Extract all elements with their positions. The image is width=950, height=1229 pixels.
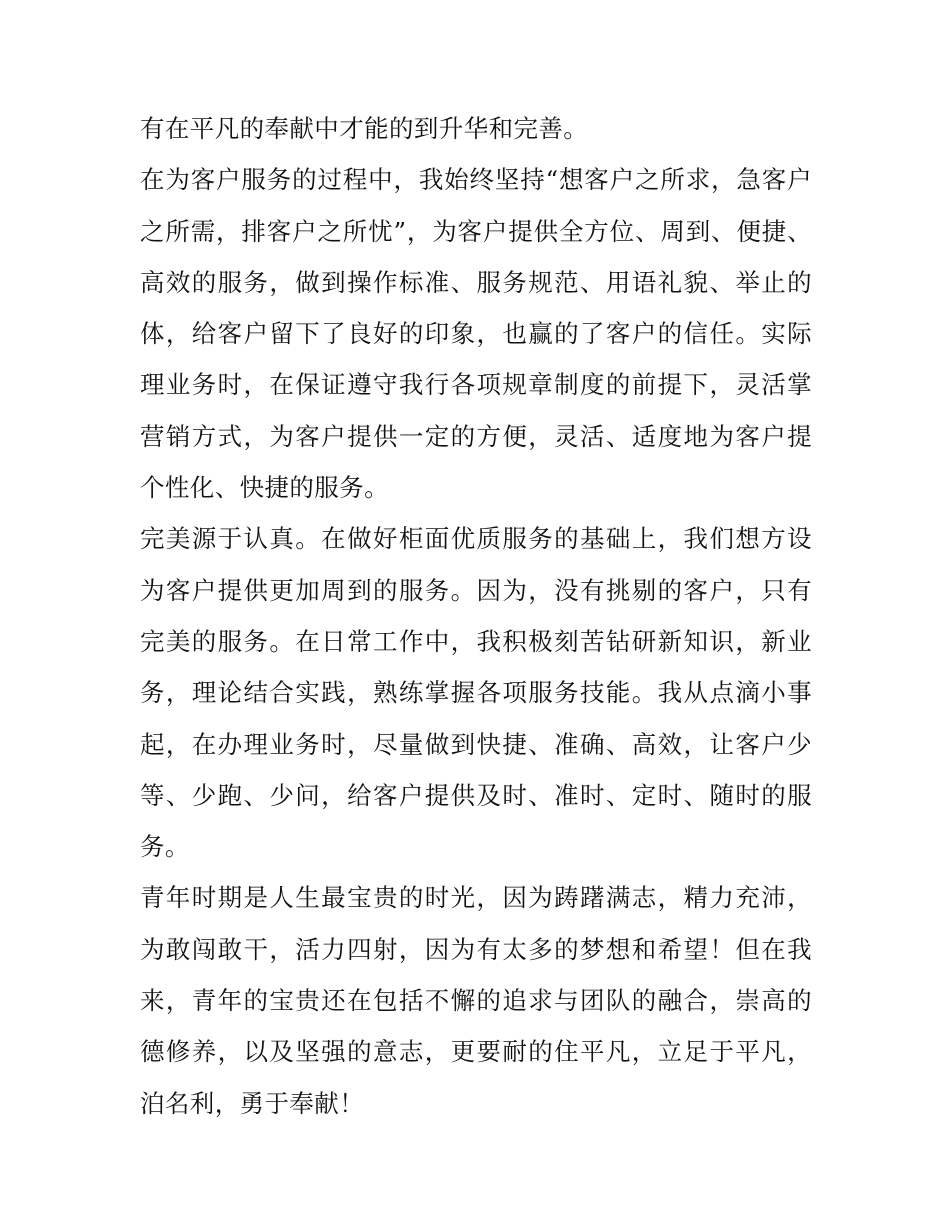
text-line: 完美源于认真。在做好柜面优质服务的基础上，我们想方设 bbox=[140, 524, 812, 554]
text-line: 高效的服务，做到操作标准、服务规范、用语礼貌、举止的 bbox=[140, 267, 812, 297]
text-line: 起，在办理业务时，尽量做到快捷、准确、高效，让客户少 bbox=[140, 729, 812, 759]
text-line: 营销方式，为客户提供一定的方便，灵活、适度地为客户提 bbox=[140, 421, 812, 451]
text-line: 在为客户服务的过程中，我始终坚持“想客户之所求，急客户 bbox=[140, 165, 812, 195]
text-line: 等、少跑、少问，给客户提供及时、准时、定时、随时的服 bbox=[140, 780, 812, 810]
text-line: 理业务时，在保证遵守我行各项规章制度的前提下，灵活掌 bbox=[140, 370, 812, 400]
text-line: 务，理论结合实践，熟练掌握各项服务技能。我从点滴小事 bbox=[140, 678, 812, 708]
body-text bbox=[140, 103, 812, 1129]
text-line: 为客户提供更加周到的服务。因为，没有挑剔的客户，只有 bbox=[140, 575, 812, 605]
text-line: 之所需，排客户之所忧”，为客户提供全方位、周到、便捷、 bbox=[140, 216, 812, 246]
text-line: 来，青年的宝贵还在包括不懈的追求与团队的融合，崇高的 bbox=[140, 986, 812, 1016]
text-line: 德修养，以及坚强的意志，更要耐的住平凡，立足于平凡， bbox=[140, 1037, 812, 1067]
text-line: 有在平凡的奉献中才能的到升华和完善。 bbox=[140, 114, 589, 143]
text-line: 青年时期是人生最宝贵的时光，因为踌躇满志，精力充沛， bbox=[140, 883, 812, 913]
text-line: 为敢闯敢干，活力四射，因为有太多的梦想和希望！但在我 bbox=[140, 934, 812, 964]
text-line: 体，给客户留下了良好的印象，也赢的了客户的信任。实际 bbox=[140, 319, 812, 349]
text-line: 泊名利，勇于奉献！ bbox=[140, 1088, 365, 1118]
text-line: 务。 bbox=[140, 832, 190, 862]
text-line: 个性化、快捷的服务。 bbox=[140, 473, 389, 503]
text-line: 完美的服务。在日常工作中，我积极刻苦钻研新知识，新业 bbox=[140, 626, 812, 656]
